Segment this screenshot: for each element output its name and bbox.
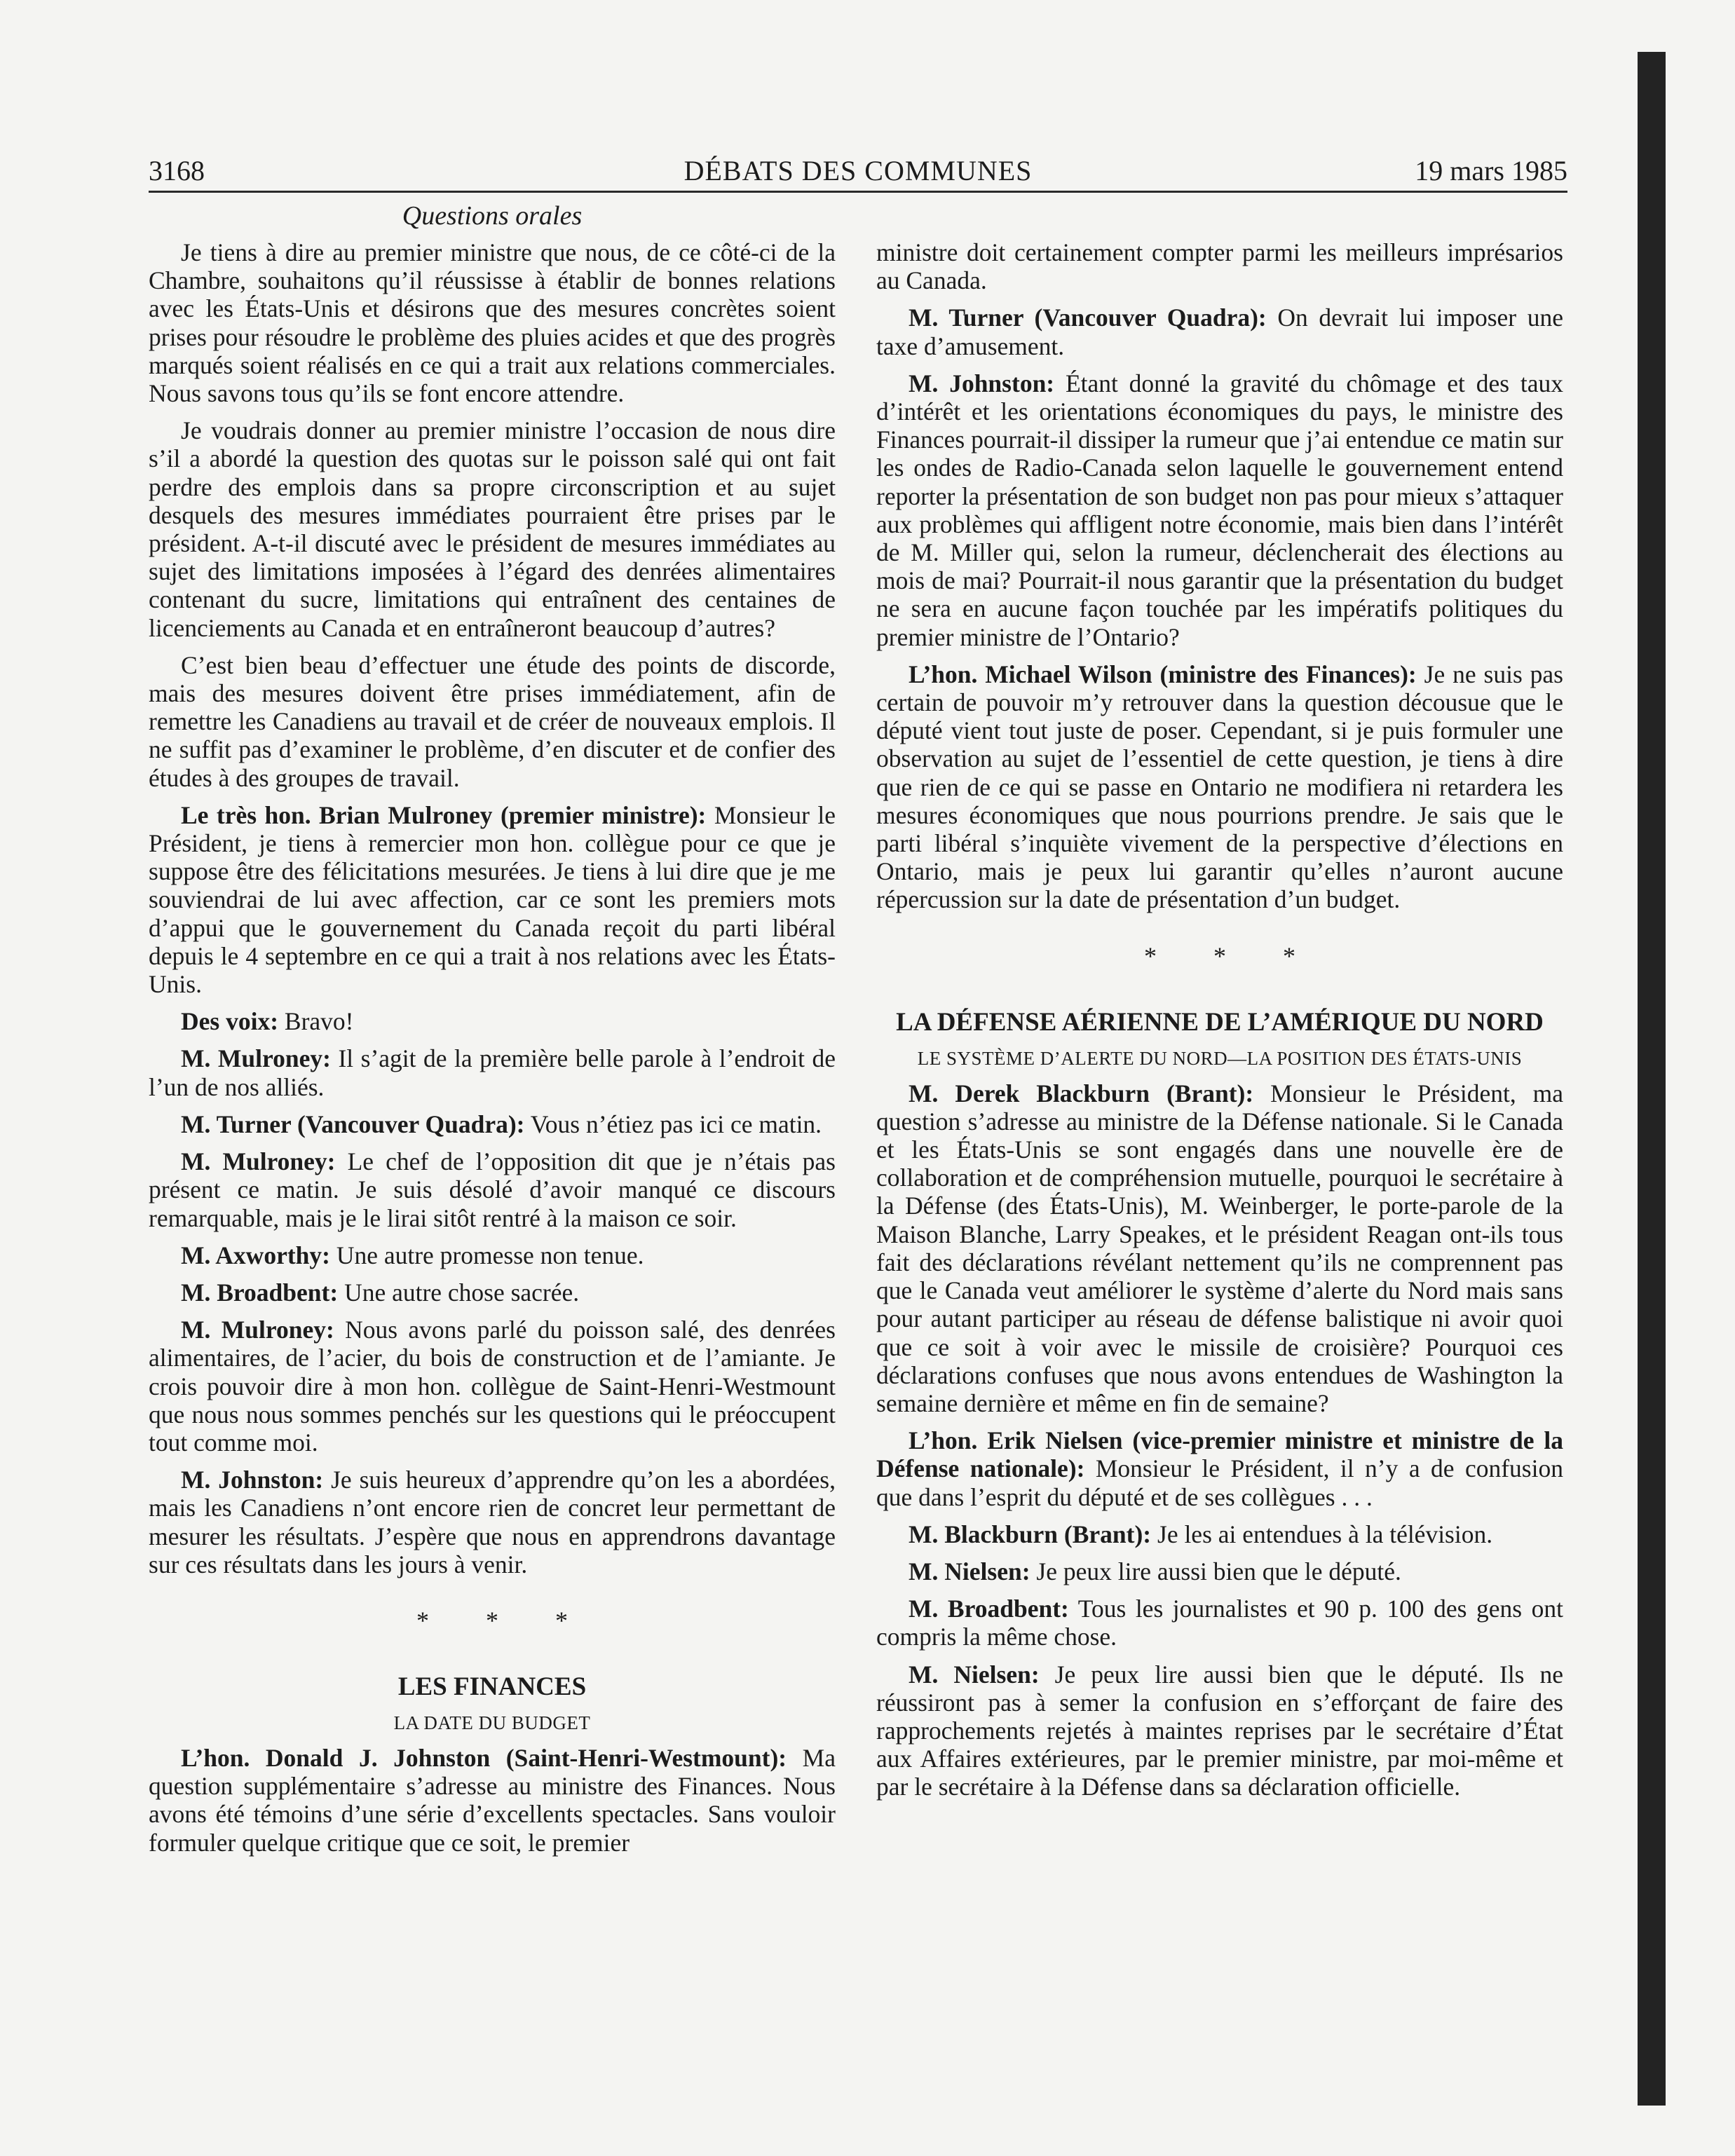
paragraph xyxy=(876,1557,1563,1585)
paragraph-text: Je peux lire aussi bien que le député. xyxy=(1030,1557,1401,1585)
section-title: LA DÉFENSE AÉRIENNE DE L’AMÉRIQUE DU NORD xyxy=(896,1007,1544,1037)
speaker-name: M. Mulroney: xyxy=(181,1147,336,1176)
left-paragraphs xyxy=(149,238,836,1578)
scan-edge-bar xyxy=(1638,52,1666,2106)
section-label: Questions orales xyxy=(402,201,583,231)
speaker-name: L’hon. Michael Wilson (ministre des Finances): xyxy=(909,660,1417,688)
right-column xyxy=(876,238,1563,1810)
paragraph-text: Je voudrais donner au premier ministre l’occasion de nous dire s’il a abordé la question des quotas sur le poisson salé qui ont fait perdre des emplois dans sa propre circonscription et au sujet desquels des mesures immédiates pourraient être prises par le président. A-t-il discuté avec le président de mesures immédiates au sujet des limitations imposées à l’égard des denrées alimentaires contenant du sucre, limitations qui entraînent des centaines de licenciements au Canada et en entraîneront beaucoup d’autres? xyxy=(149,416,836,642)
paragraph-text: Je suis heureux d’apprendre qu’on les a abordées, mais les Canadiens n’ont encore rien de concret leur permettant de mesurer les résultats. J’espère que nous en apprendrons davantage sur ces résultats dans les jours à venir. xyxy=(149,1466,836,1578)
paragraph-text: Monsieur le Président, il n’y a de confusion que dans l’esprit du député et de ses collègues . . . xyxy=(876,1454,1563,1511)
speaker-name: M. Derek Blackburn (Brant): xyxy=(909,1079,1254,1107)
paragraph-text: Bravo! xyxy=(278,1007,354,1036)
speaker-name: M. Mulroney: xyxy=(181,1044,331,1073)
paragraph xyxy=(149,1007,836,1035)
speaker-name: M. Nielsen: xyxy=(909,1660,1040,1688)
paragraph xyxy=(149,1316,836,1456)
paragraph xyxy=(149,416,836,642)
paragraph xyxy=(149,651,836,792)
speaker-name: M. Mulroney: xyxy=(181,1316,334,1344)
paragraph xyxy=(876,1595,1563,1651)
paragraph-text: Il s’agit de la première belle parole à l’endroit de l’un de nos alliés. xyxy=(149,1044,836,1101)
speaker-name: M. Blackburn (Brant): xyxy=(909,1520,1152,1548)
paragraph xyxy=(149,238,836,407)
paragraph-text: Nous avons parlé du poisson salé, des denrées alimentaires, de l’acier, du bois de construction et de l’amiante. Je crois pouvoir dire à mon hon. collègue de Saint-Henri-Westmount que nous nous sommes penchés sur les questions qui le préoccupent tout comme moi. xyxy=(149,1316,836,1456)
paragraph xyxy=(876,1426,1563,1511)
paragraph xyxy=(149,1044,836,1100)
paragraph-text: C’est bien beau d’effectuer une étude des points de discorde, mais des mesures doivent être prises immédiatement, afin de remettre les Canadiens au travail et de créer de nouveaux emplois. Il ne suffit pas d’examiner le problème, d’en discuter et de confier des études à des groupes de travail. xyxy=(149,650,836,792)
paragraph-text: Je peux lire aussi bien que le député. Ils ne réussiront pas à semer la confusion en s’efforçant de faire des rapprochements rejetés à maintes reprises par le secrétaire d’État aux Affaires extérieures, par le premier ministre, par moi-même et par le secrétaire à la Défense dans sa déclaration officielle. xyxy=(876,1660,1563,1801)
paragraph-text: Monsieur le Président, je tiens à remercier mon hon. collègue pour ce que je suppose être des félicitations mesurées. Je tiens à lui dire que je me souviendrai de lui avec affection, car ce sont les premiers mots d’appui que le gouvernement du Canada reçoit du parti libéral depuis le 4 septembre en ce qui a trait à nos relations avec les États-Unis. xyxy=(149,800,836,999)
paragraph-text: Une autre chose sacrée. xyxy=(338,1278,580,1306)
section-separator: * * * xyxy=(1144,941,1321,970)
paragraph-text: Je tiens à dire au premier ministre que nous, de ce côté-ci de la Chambre, souhaitons qu’il réussisse à établir de bonnes relations avec les États-Unis et désirons que des mesures concrètes soient prises pour résoudre le problème des pluies acides et que des progrès marqués soient réalisés en ce qui a trait aux relations commerciales. Nous savons tous qu’ils se font encore attendre. xyxy=(149,238,836,408)
journal-title: DÉBATS DES COMMUNES xyxy=(683,155,1033,186)
left-column xyxy=(149,238,836,1866)
paragraph-text: Je ne suis pas certain de pouvoir m’y retrouver dans la question décousue que le député vient tout juste de poser. Cependant, si je puis formuler une observation au sujet de l’essentiel de cette question, je tiens à dire que rien de ce qui se passe en Ontario ne modifiera ni retardera les mesures économiques que nous pourrions prendre. Je sais que le parti libéral s’inquiète vivement de la perspective d’élections en Ontario, mais je peux lui garantir qu’elles n’auront aucune répercussion sur la date de présentation d’un budget. xyxy=(876,660,1563,914)
page-number: 3168 xyxy=(149,155,205,186)
paragraph xyxy=(149,1466,836,1578)
paragraph xyxy=(876,660,1563,914)
speaker-name: M. Johnston: xyxy=(181,1466,324,1494)
paragraph xyxy=(876,1660,1563,1801)
right-section-paragraphs xyxy=(876,1079,1563,1801)
paragraph-text: Monsieur le Président, ma question s’adresse au ministre de la Défense nationale. Si le Canada et les États-Unis se sont engagés dans une nouvelle ère de collaboration et de compréhension mutuelle, pourquoi le secrétaire à la Défense (des États-Unis), M. Weinberger, le porte-parole de la Maison Blanche, Larry Speakes, et le président Reagan ont-ils tous fait des déclarations révélant nettement qu’ils ne comprennent pas que le Canada veut améliorer le système d’alerte du Nord mais sans pour autant participer au réseau de défense balistique ni avoir quoi que ce soit à voir avec le missile de croisière? Pourquoi ces déclarations confuses que nous avons entendues de Washington la semaine dernière et même en fin de semaine? xyxy=(876,1079,1563,1417)
continued-paragraph: ministre doit certainement compter parmi les meilleurs imprésarios au Canada. xyxy=(876,238,1563,295)
speaker-name: M. Broadbent: xyxy=(909,1595,1069,1623)
speaker-name: M. Axworthy: xyxy=(181,1241,330,1269)
paragraph xyxy=(149,801,836,998)
right-paragraphs xyxy=(876,303,1563,913)
paragraph xyxy=(876,1079,1563,1417)
paragraph xyxy=(876,369,1563,651)
speaker-name: L’hon. Erik Nielsen (vice-premier ministre et ministre de la Défense nationale): xyxy=(876,1426,1563,1483)
paragraph-text: Une autre promesse non tenue. xyxy=(329,1241,644,1269)
speaker-name: M. Turner (Vancouver Quadra): xyxy=(909,303,1267,332)
speaker-name: M. Turner (Vancouver Quadra): xyxy=(181,1110,525,1138)
section-separator: * * * xyxy=(416,1606,593,1635)
issue-date: 19 mars 1985 xyxy=(1415,155,1567,186)
paragraph-text: On devrait lui imposer une taxe d’amusement. xyxy=(876,303,1563,360)
speaker-name: L’hon. Donald J. Johnston (Saint-Henri-Westmount): xyxy=(181,1743,787,1772)
paragraph xyxy=(149,1110,836,1138)
paragraph xyxy=(149,1744,836,1857)
speaker-name: Le très hon. Brian Mulroney (premier ministre): xyxy=(181,800,707,829)
speaker-name: M. Broadbent: xyxy=(181,1278,339,1306)
paragraph-text: Le chef de l’opposition dit que je n’étais pas présent ce matin. Je suis désolé d’avoir manqué ce discours remarquable, mais je le lirai sitôt rentré à la maison ce soir. xyxy=(149,1147,836,1232)
left-section-paragraphs xyxy=(149,1744,836,1857)
paragraph-text: Tous les journalistes et 90 p. 100 des gens ont compris la même chose. xyxy=(876,1595,1564,1651)
paragraph-text: Je les ai entendues à la télévision. xyxy=(1151,1520,1493,1548)
paragraph xyxy=(149,1147,836,1232)
paragraph-text: Vous n’étiez pas ici ce matin. xyxy=(524,1110,822,1138)
section-title: LES FINANCES xyxy=(397,1672,587,1701)
page-header xyxy=(149,151,1567,193)
paragraph xyxy=(149,1278,836,1306)
paragraph xyxy=(876,303,1563,360)
speaker-name: M. Johnston: xyxy=(909,369,1055,397)
speaker-name: Des voix: xyxy=(181,1007,279,1036)
section-subtitle: LE SYSTÈME D’ALERTE DU NORD—LA POSITION DES ÉTATS-UNIS xyxy=(917,1047,1523,1069)
speaker-name: M. Nielsen: xyxy=(909,1557,1030,1585)
section-subtitle: LA DATE DU BUDGET xyxy=(393,1712,591,1733)
paragraph xyxy=(149,1241,836,1269)
paragraph xyxy=(876,1520,1563,1548)
paragraph-text: Étant donné la gravité du chômage et des taux d’intérêt et les orientations économiques du pays, le ministre des Finances pourrait-il dissiper la rumeur que j’ai entendue ce matin sur les ondes de Radio-Canada selon laquelle le gouvernement entend reporter la présentation de son budget non pas pour mieux s’attaquer aux problèmes qui affligent notre économie, mais bien dans l’intérêt de M. Miller qui, selon la rumeur, déclencherait des élections au mois de mai? Pourrait-il nous garantir que la présentation du budget ne sera en aucune façon touchée par les impératifs politiques du premier ministre de l’Ontario? xyxy=(876,369,1563,651)
paragraph-text: Ma question supplémentaire s’adresse au ministre des Finances. Nous avons été témoins d’une série d’excellents spectacles. Sans vouloir formuler quelque critique que ce soit, le premier xyxy=(149,1743,836,1857)
